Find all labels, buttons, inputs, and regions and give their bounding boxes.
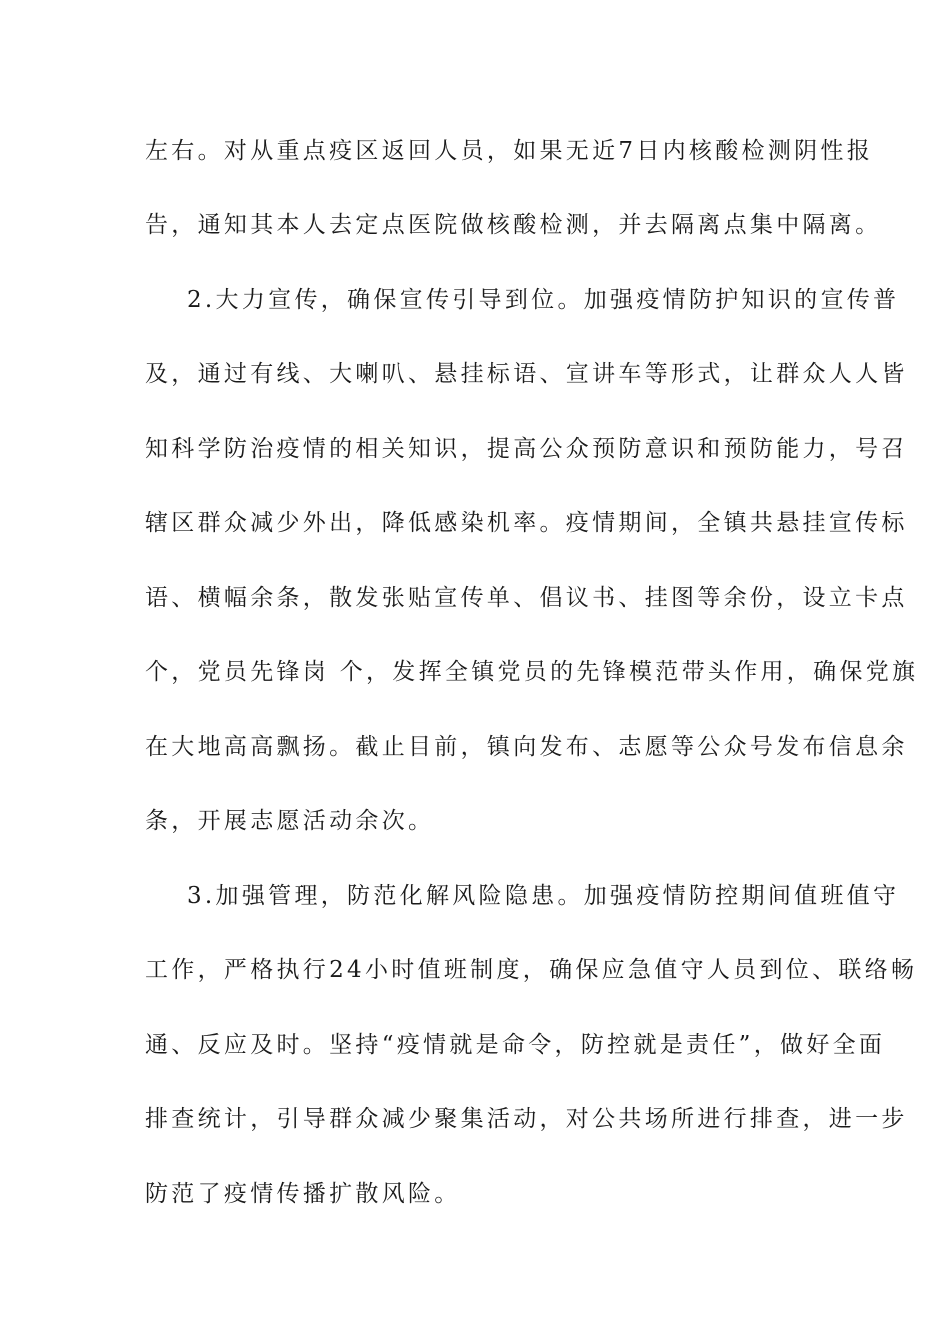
paragraph-2-line-8: 条，开展志愿活动余次。	[145, 808, 435, 834]
paragraph-1-line-2: 告，通知其本人去定点医院做核酸检测，并去隔离点集中隔离。	[145, 212, 882, 238]
paragraph-3-line-3: 通、反应及时。坚持“疫情就是命令，防控就是责任”，做好全面	[145, 1032, 886, 1058]
paragraph-2-line-5: 语、横幅余条，散发张贴宣传单、倡议书、挂图等余份，设立卡点	[145, 585, 908, 611]
paragraph-3-line-4: 排查统计，引导群众减少聚集活动，对公共场所进行排查，进一步	[145, 1106, 908, 1132]
paragraph-3-line-1: 3.加强管理，防范化解风险隐患。加强疫情防控期间值班值守	[187, 883, 900, 909]
paragraph-2-line-1: 2.大力宣传，确保宣传引导到位。加强疫情防护知识的宣传普	[187, 287, 900, 313]
paragraph-2-line-7: 在大地高高飘扬。截止目前，镇向发布、志愿等公众号发布信息余	[145, 734, 908, 760]
paragraph-2-line-4: 辖区群众减少外出，降低感染机率。疫情期间，全镇共悬挂宣传标	[145, 510, 908, 536]
paragraph-3-line-2: 工作，严格执行24小时值班制度，确保应急值守人员到位、联络畅	[145, 957, 918, 983]
paragraph-2-line-3: 知科学防治疫情的相关知识，提高公众预防意识和预防能力，号召	[145, 436, 908, 462]
paragraph-3-line-5: 防范了疫情传播扩散风险。	[145, 1181, 461, 1207]
paragraph-2-line-6: 个，党员先锋岗 个，发挥全镇党员的先锋模范带头作用，确保党旗	[145, 659, 919, 685]
paragraph-2-line-2: 及，通过有线、大喇叭、悬挂标语、宣讲车等形式，让群众人人皆	[145, 361, 908, 387]
paragraph-1-line-1: 左右。对从重点疫区返回人员，如果无近7日内核酸检测阴性报	[145, 138, 874, 164]
